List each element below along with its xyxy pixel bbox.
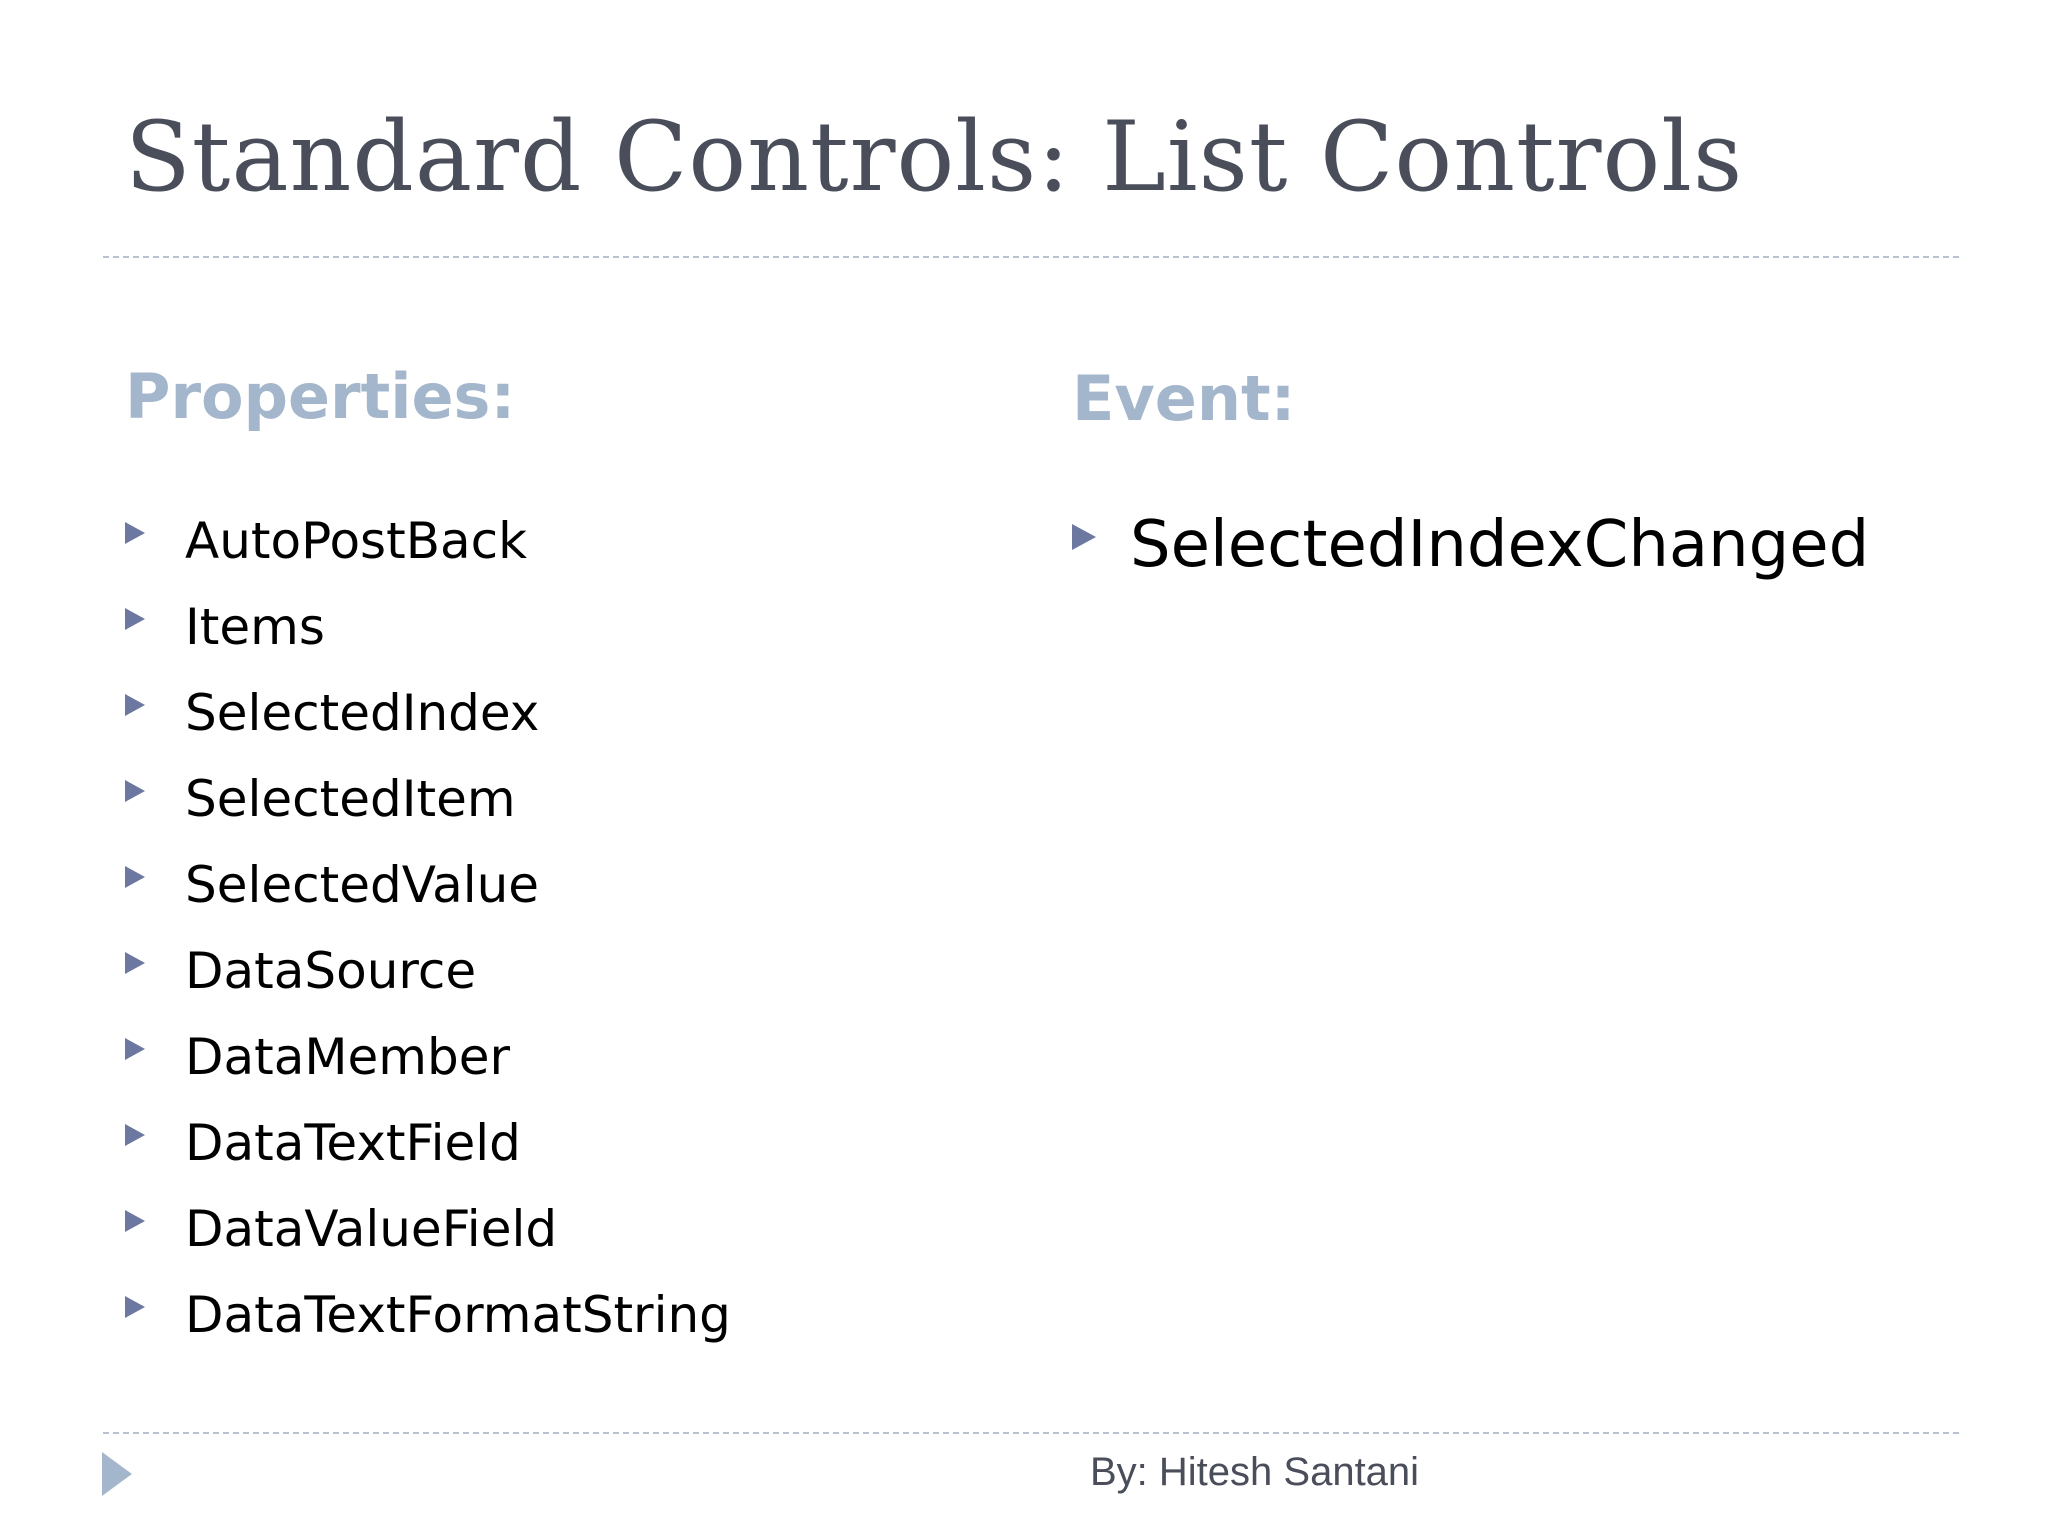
list-item-label: DataMember bbox=[185, 1028, 511, 1086]
list-item bbox=[125, 498, 731, 584]
list-item-label: DataSource bbox=[185, 942, 477, 1000]
list-item bbox=[125, 1100, 731, 1186]
list-item-label: SelectedValue bbox=[185, 856, 540, 914]
triangle-bullet-icon bbox=[125, 866, 145, 888]
triangle-arrow-icon bbox=[102, 1452, 132, 1496]
footer-author: By: Hitesh Santani bbox=[1090, 1450, 1420, 1494]
list-item bbox=[125, 584, 731, 670]
list-item-label: SelectedIndexChanged bbox=[1130, 508, 1870, 582]
event-list bbox=[1072, 500, 1869, 590]
event-heading: Event: bbox=[1072, 362, 1296, 435]
triangle-bullet-icon bbox=[125, 608, 145, 630]
triangle-bullet-icon bbox=[125, 694, 145, 716]
list-item bbox=[125, 928, 731, 1014]
triangle-bullet-icon bbox=[125, 1210, 145, 1232]
list-item-label: DataTextField bbox=[185, 1114, 521, 1172]
list-item-label: DataValueField bbox=[185, 1200, 558, 1258]
list-item bbox=[125, 670, 731, 756]
list-item bbox=[125, 842, 731, 928]
properties-heading: Properties: bbox=[125, 360, 516, 433]
list-item-label: DataTextFormatString bbox=[185, 1286, 731, 1344]
list-item bbox=[1072, 500, 1869, 590]
title-divider bbox=[103, 256, 1959, 258]
list-item-label: Items bbox=[185, 598, 325, 656]
list-item bbox=[125, 756, 731, 842]
list-item bbox=[125, 1186, 731, 1272]
triangle-bullet-icon bbox=[125, 522, 145, 544]
footer-divider bbox=[103, 1432, 1959, 1434]
list-item-label: SelectedItem bbox=[185, 770, 516, 828]
list-item bbox=[125, 1014, 731, 1100]
triangle-bullet-icon bbox=[1072, 524, 1096, 550]
triangle-bullet-icon bbox=[125, 1124, 145, 1146]
list-item-label: SelectedIndex bbox=[185, 684, 540, 742]
triangle-bullet-icon bbox=[125, 780, 145, 802]
triangle-bullet-icon bbox=[125, 952, 145, 974]
slide-title: Standard Controls: List Controls bbox=[125, 101, 1744, 213]
triangle-bullet-icon bbox=[125, 1296, 145, 1318]
properties-list bbox=[125, 498, 731, 1358]
list-item-label: AutoPostBack bbox=[185, 512, 528, 570]
triangle-bullet-icon bbox=[125, 1038, 145, 1060]
list-item bbox=[125, 1272, 731, 1358]
